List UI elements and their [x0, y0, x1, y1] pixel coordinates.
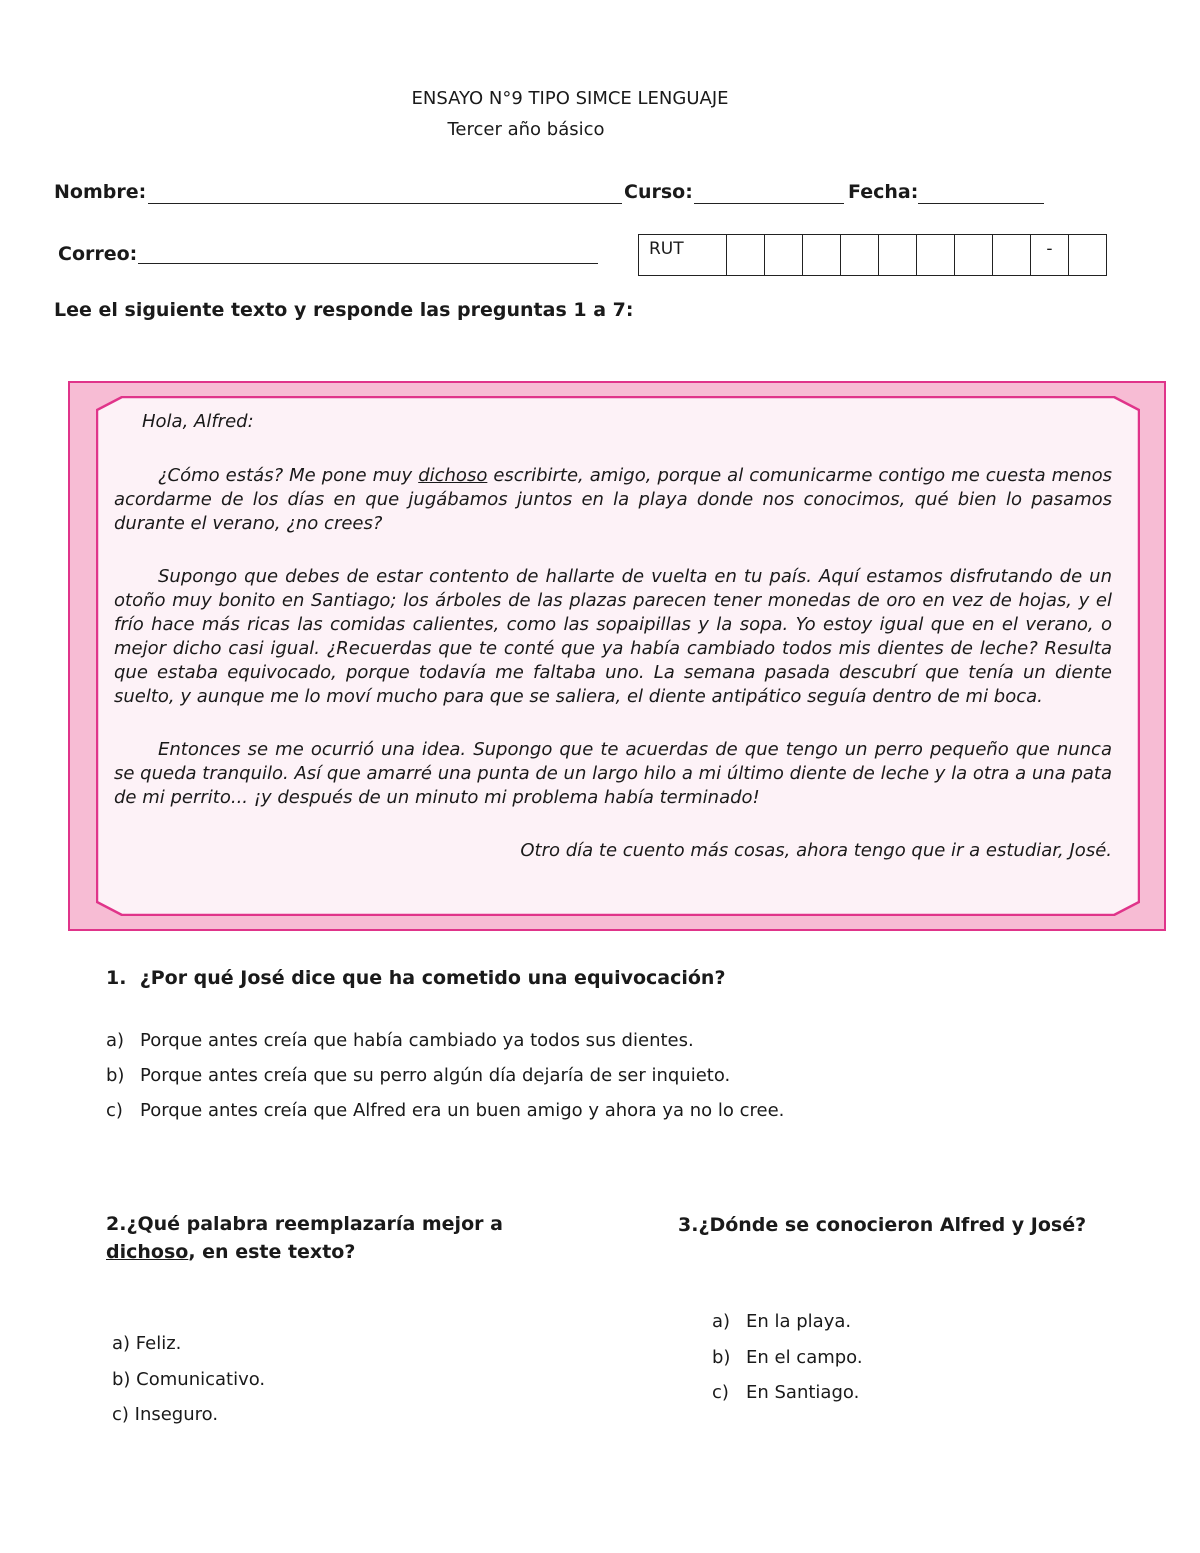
q1-option-letter: c) [106, 1100, 123, 1121]
question-2-title [106, 1210, 546, 1266]
nombre-field[interactable] [148, 203, 622, 204]
q1-option-c[interactable] [106, 1100, 785, 1121]
letter-paragraph-3: Entonces se me ocurrió una idea. Supongo que te acuerdas de que tengo un perro pequeño que nunca se queda tranquilo. Así que amarré una punta de un largo hilo a mi último diente de leche y la otra a una pata de mi perrito... ¡y después de un minuto mi problema había terminado! [114, 739, 1112, 808]
rut-digit-cell[interactable] [727, 235, 765, 276]
rut-digit-cell[interactable] [955, 235, 993, 276]
question-1-text: ¿Por qué José dice que ha cometido una equivocación? [139, 967, 726, 989]
question-1-title [106, 967, 725, 989]
rut-digit-cell[interactable] [803, 235, 841, 276]
q3-option-text: En Santiago. [746, 1382, 860, 1403]
letter-signature: Otro día te cuento más cosas, ahora tengo que ir a estudiar, José. [520, 840, 1112, 861]
q3-option-text: En la playa. [746, 1311, 852, 1332]
q1-option-letter: b) [106, 1065, 125, 1086]
q3-option-letter: a) [712, 1311, 731, 1332]
rut-digit-cell[interactable] [917, 235, 955, 276]
letter-p1-end: escribirte, amigo, porque al comunicarme contigo me cuesta menos acordarme de los días en que jugábamos juntos en la playa donde nos conocimos, qué bien lo pasamos durante el verano, ¿no crees? [114, 465, 1112, 534]
q1-option-text: Porque antes creía que su perro algún día dejaría de ser inquieto. [140, 1065, 731, 1086]
question-1-number: 1. [106, 967, 127, 989]
document-title: ENSAYO N°9 TIPO SIMCE LENGUAJE [411, 88, 729, 109]
question-2-underlined-word: dichoso [106, 1241, 189, 1263]
rut-digit-cell[interactable] [993, 235, 1031, 276]
rut-table [638, 234, 1107, 276]
q1-option-text: Porque antes creía que Alfred era un buen amigo y ahora ya no lo cree. [140, 1100, 785, 1121]
q3-option-letter: c) [712, 1382, 729, 1403]
fecha-label: Fecha: [848, 181, 919, 203]
rut-digit-cell[interactable] [841, 235, 879, 276]
fecha-field[interactable] [918, 203, 1044, 204]
q1-option-letter: a) [106, 1030, 125, 1051]
document-subtitle: Tercer año básico [447, 119, 605, 140]
rut-digit-cell[interactable] [765, 235, 803, 276]
letter-paragraph-1 [114, 464, 1112, 536]
q2-option-a[interactable]: a) Feliz. [112, 1333, 182, 1354]
rut-digit-cell[interactable] [879, 235, 917, 276]
q3-option-letter: b) [712, 1347, 731, 1368]
letter-paragraph-2: Supongo que debes de estar contento de hallarte de vuelta en tu país. Aquí estamos disfrutando de un otoño muy bonito en Santiago; los árboles de las plazas parecen tener monedas de oro en vez de hojas, y el frío hace más ricas las comidas calientes, como las sopaipillas y la sopa. Yo estoy igual que en el verano, o mejor dicho casi igual. ¿Recuerdas que te conté que ya había cambiado todos mis dientes de leche? Resulta que estaba equivocado, porque todavía me faltaba uno. La semana pasada descubrí que tenía un diente suelto, y aunque me lo moví mucho para que se saliera, el diente antipático seguía dentro de mi boca. [114, 566, 1112, 707]
nombre-label: Nombre: [54, 181, 147, 203]
instruction-text: Lee el siguiente texto y responde las preguntas 1 a 7: [54, 299, 634, 321]
question-3-title: 3.¿Dónde se conocieron Alfred y José? [678, 1214, 1087, 1236]
underlined-word-dichoso: dichoso [418, 465, 488, 486]
question-2-suffix: , en este texto? [188, 1241, 356, 1263]
letter-text [114, 410, 1112, 863]
rut-separator-cell: - [1031, 235, 1069, 276]
q1-option-b[interactable] [106, 1065, 731, 1086]
correo-field[interactable] [138, 263, 598, 264]
correo-label: Correo: [58, 243, 138, 265]
question-2-prefix: 2.¿Qué palabra reemplazaría mejor a [106, 1213, 503, 1235]
q3-option-c[interactable] [712, 1382, 860, 1403]
q3-option-text: En el campo. [746, 1347, 863, 1368]
letter-p1-start: ¿Cómo estás? Me pone muy [158, 465, 419, 486]
curso-label: Curso: [624, 181, 693, 203]
q1-option-text: Porque antes creía que había cambiado ya todos sus dientes. [140, 1030, 694, 1051]
q3-option-b[interactable] [712, 1347, 863, 1368]
curso-field[interactable] [694, 203, 844, 204]
rut-label: RUT [639, 235, 727, 276]
q3-option-a[interactable] [712, 1311, 852, 1332]
q2-option-c[interactable]: c) Inseguro. [112, 1404, 219, 1425]
letter-greeting: Hola, Alfred: [142, 411, 254, 432]
rut-verifier-cell[interactable] [1069, 235, 1107, 276]
q2-option-b[interactable]: b) Comunicativo. [112, 1369, 266, 1390]
q1-option-a[interactable] [106, 1030, 694, 1051]
